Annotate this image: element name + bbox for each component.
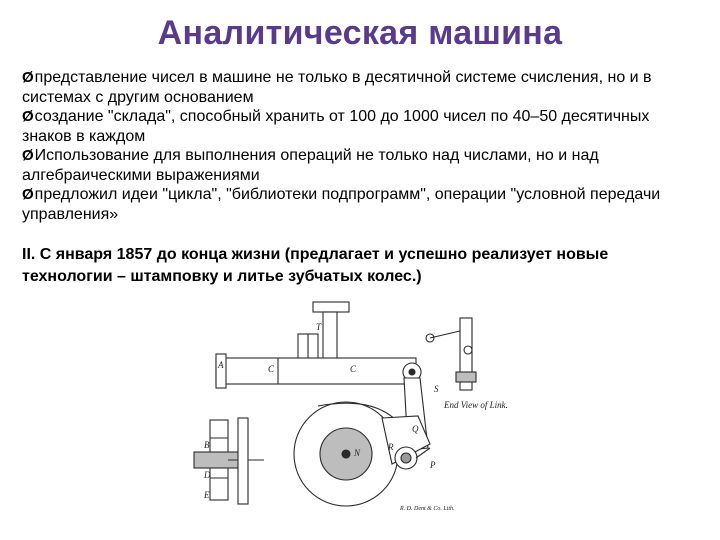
follower-roller-core [401, 453, 411, 463]
end-view-arm [430, 330, 464, 338]
lever-pivot-pin [409, 369, 415, 375]
end-view-block [456, 372, 476, 382]
bullet-arrow-icon: Ø [22, 147, 34, 164]
bullet-text: представление чисел в машине не только в десятичной системе счисления, но и в системах с другим основанием [22, 69, 652, 106]
bullet-item [22, 185, 702, 224]
paragraph-2 [22, 244, 702, 288]
bullet-item [22, 68, 702, 107]
bullet-text: Использование для выполнения операций не только над числами, но и над алгебраическими выражениями [22, 147, 599, 184]
bullet-list [22, 68, 702, 224]
wheel-axle [342, 450, 350, 458]
label-R: R [388, 442, 394, 452]
bullet-text: создание "склада", способный хранить от 100 до 1000 чисел по 40–50 десятичных знаков в каждом [22, 108, 650, 145]
horizontal-lever [216, 358, 416, 384]
bullet-text: предложил идеи "цикла", "библиотеки подпрограмм", операции "условной передачи управления» [22, 186, 661, 223]
end-view-pin [464, 346, 472, 354]
label-C-2: C [350, 364, 357, 374]
label-Q: Q [412, 424, 419, 434]
mechanism-svg [168, 298, 542, 514]
label-S: S [434, 384, 439, 394]
bullet-item [22, 107, 702, 146]
shaft-top-block [313, 302, 349, 312]
label-N: N [354, 448, 361, 458]
label-B: B [204, 440, 210, 450]
bullet-arrow-icon: Ø [22, 186, 34, 203]
label-T: T [316, 322, 322, 332]
mechanism-drawing [168, 298, 542, 514]
label-P: P [430, 460, 436, 470]
bullet-item [22, 146, 702, 185]
bullet-arrow-icon: Ø [22, 108, 34, 125]
label-A: A [218, 360, 224, 370]
paragraph-2-text: . С января 1857 до конца жизни (предлагает и успешно реализует новые технологии – штамповку и литье зубчатых колес.) [22, 246, 609, 285]
label-D: D [204, 470, 211, 480]
slide-title: Аналитическая машина [157, 14, 563, 52]
label-E: E [204, 490, 210, 500]
gear-column [238, 418, 248, 504]
label-C: C [268, 364, 275, 374]
engraver-credit: R. D. Dent & Co. Lith. [400, 506, 455, 512]
end-view-caption: End View of Link. [444, 400, 508, 410]
roman-numeral: II [22, 246, 31, 263]
bullet-arrow-icon: Ø [22, 69, 34, 86]
